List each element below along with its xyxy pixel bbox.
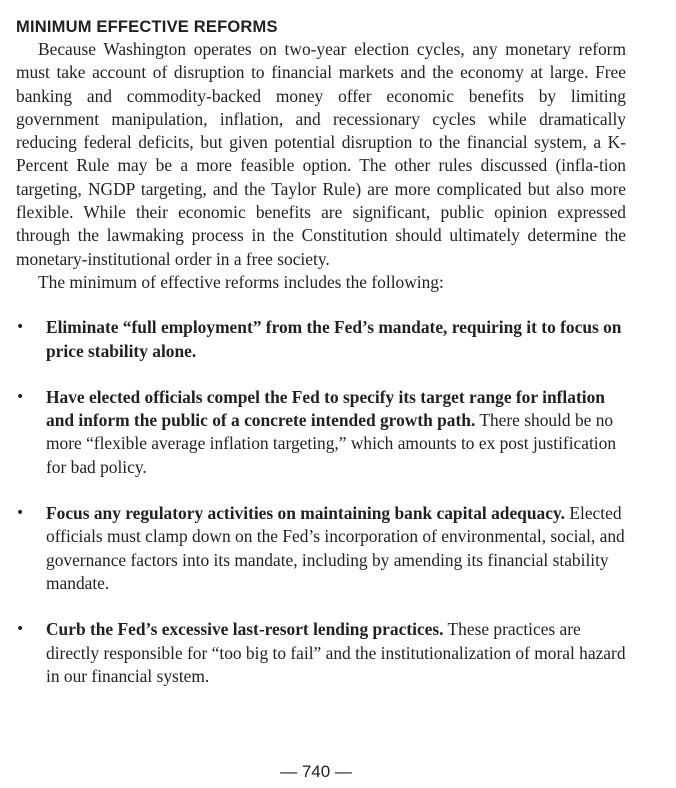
page-number: — 740 — [280,762,352,781]
bullet-icon: • [16,388,25,405]
bullet-icon: • [16,319,25,336]
list-item [16,618,626,688]
intro-paragraph: The minimum of effective reforms includes the following: [38,271,444,292]
list-item-bold: Have elected officials compel the Fed to specify its target range for inflation and inform the public of a concrete intended growth path. [46,386,605,431]
page-body [16,16,626,711]
bullet-icon: • [16,621,25,638]
list-item-bold: Eliminate “full employment” from the Fed’s mandate, requiring it to focus on price stability alone. [46,317,622,361]
list-item-text: Elected officials must clamp down on the Fed’s incorporation of environmental, social, and governance factors into its mandate, including by amending its financial stability mandate. [46,503,625,593]
list-item-text: There should be no more “flexible average inflation targeting,” which amounts to ex post justification for bad policy. [46,410,617,477]
list-item-text: These practices are directly responsible for “too big to fail” and the institutionalization of moral hazard in our financial system. [46,619,626,686]
section-heading: MINIMUM EFFECTIVE REFORMS [16,18,278,36]
list-item [16,316,626,363]
body-paragraph: Because Washington operates on two-year election cycles, any monetary reform must take account of disruption to financial markets and the economy at large. Free banking and commodity-backed money offer economic benefits by limiting government manipulation, inflation, and recessionary cycles while dramatically reducing federal deficits, but given potential disruption to the financial system, a K-Percent Rule may be a more feasible option. The other rules discussed (infla-tion targeting, NGDP targeting, and the Taylor Rule) are more complicated but also more flexible. While their economic benefits are significant, public opinion expressed through the lawmaking process in the Constitution should ultimately determine the monetary-institutional order in a free society. [16,39,626,269]
bullet-icon: • [16,505,25,522]
list-item [16,386,626,479]
list-item-bold: Curb the Fed’s excessive last-resort lending practices. [46,619,444,640]
reform-list [16,316,626,688]
list-item-bold: Focus any regulatory activities on maintaining bank capital adequacy. [46,503,566,524]
list-item [16,502,626,595]
